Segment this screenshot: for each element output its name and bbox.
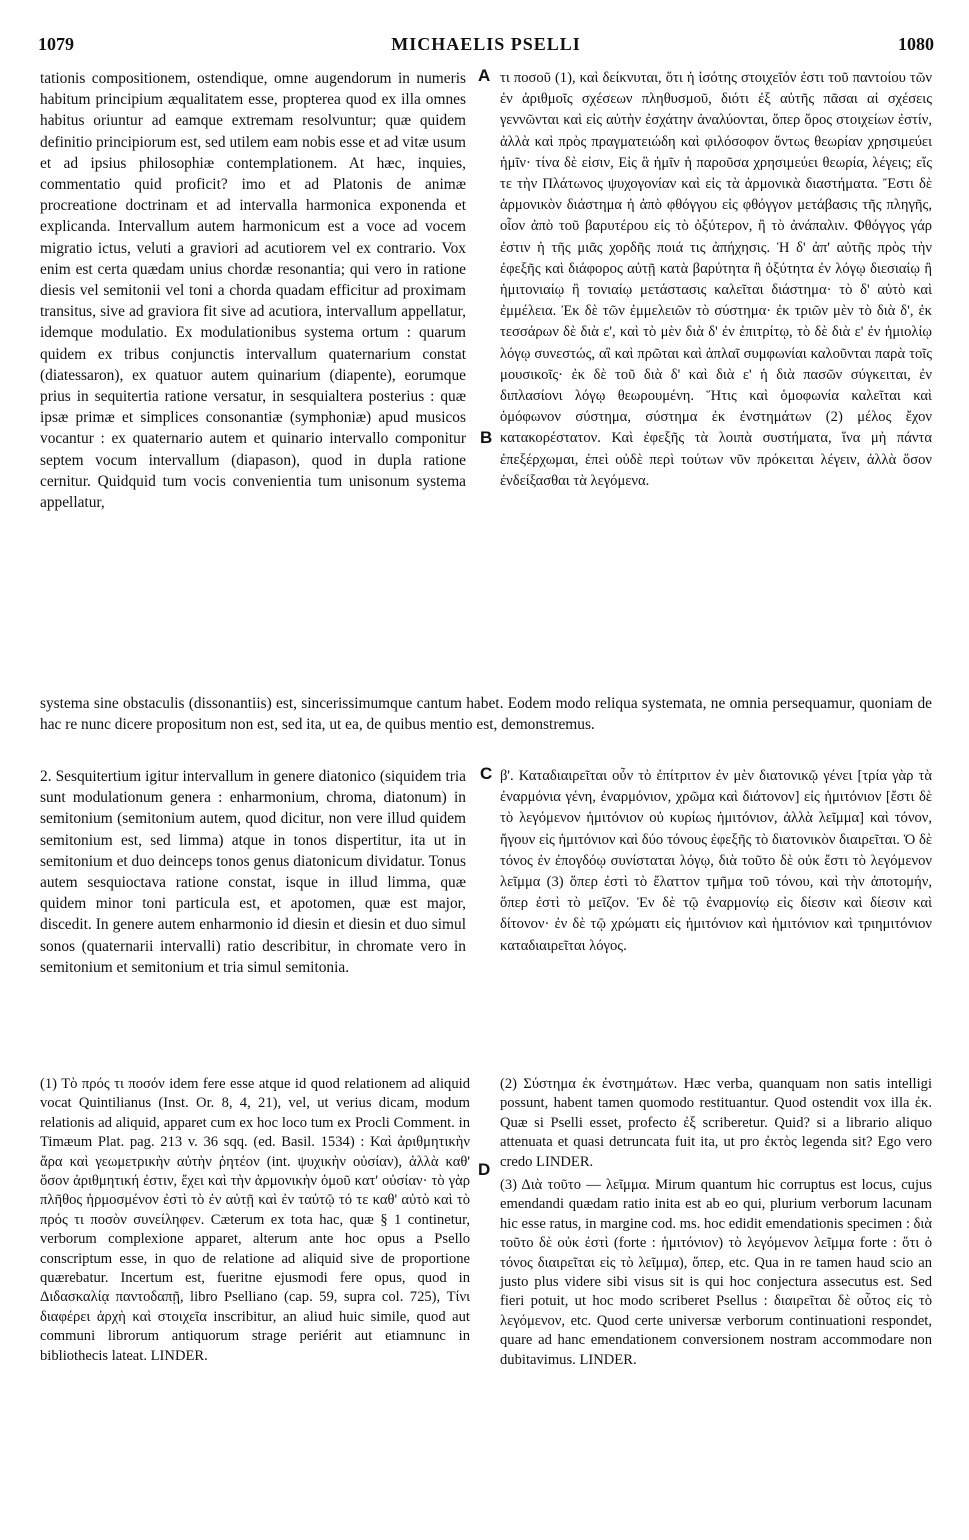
- margin-marker-a: A: [478, 66, 491, 85]
- running-title: MICHAELIS PSELLI: [391, 34, 581, 54]
- greek-column-section-1: τι ποσοῦ (1), καὶ δείκνυται, ὅτι ἡ ἰσότης στοιχεῖόν ἐστι τοῦ παντοίου τῶν ἐν ἀριθμοῖς σχέσεων πληθυσμοῦ, διότι ἐξ αὐτῆς πᾶσαι αἱ σχέσεις γεννῶνται καὶ εἰς αὐτὴν ἐσχάτην ἀναλύονται, ὅπερ ὅρος στοιχείων ἐστίν, ἀλλὰ καὶ πρὸς πραγματειώδη καὶ φιλόσοφον ὄντως θεωρίαν χρησιμεύει ἡμῖν· τίνα δὲ εἰσιν, Εἰς ἃ ἡμῖν ἡ παροῦσα χρησιμεύει θεωρία, λέγεις; εἴς τε τὴν Πλάτωνος ψυχογονίαν καὶ εἰς τὰ ἁρμονικὰ διαστήματα. Ἔστι δὲ ἁρμονικὸν διάστημα ἡ ἀπὸ φθόγγου εἰς φθόγγον μετάβασις τῆς πληγῆς, οἷον ἀπὸ τοῦ βαρυτέρου εἰς τὸ ὀξύτερον, ἢ τὸ ἀνάπαλιν. Φθόγγος γάρ ἐστιν ἡ τῆς μιᾶς χορδῆς ποιά τις ἀπήχησις. Ἡ δ' ἀπ' αὐτῆς πρὸς τὴν ἐφεξῆς καὶ διάφορος αὐτῇ κατὰ βαρύτητα ἢ ὀξύτητα ἐν λόγῳ διεσιαίῳ ἢ ἡμιτονιαίῳ ἢ τονιαίῳ μετάστασις καλεῖται διάστημα· τὸ δ' αὐτὸ καὶ ἐμμέλεια. Ἐκ δὲ τῶν ἐμμελειῶν τὸ σύστημα· ἐκ τριῶν μὲν τὸ διὰ δ', ἐκ τεσσάρων δὲ διὰ ε', καὶ τὸ μὲν διὰ δ' ἐν ἐπιτρίτῳ, τὸ δὲ διὰ ε' ἐν ἡμιολίῳ λόγῳ συνεστώς, αἳ καὶ πρῶται καὶ ἁπλαῖ συμφωνίαι καλοῦνται παρὰ τοῖς μουσικοῖς· ἐκ δὲ τοῦ διὰ δ' καὶ διὰ ε' ἡ διὰ πασῶν σύγκειται, ἐν διπλασίονι λόγῳ θεωρουμένη. Ἥτις καὶ ὁμοφωνία καλεῖται καὶ ὁμόφωνον σύστημα, σύστημα ἐκ ἐνστημάτων (2) μέλος ἔχον κατακορέστατον. Καὶ ἐφεξῆς τὰ λοιπὰ συστήματα, ἵνα μὴ πάντα ἐπεξέρχωμαι, ἐπεὶ οὐδὲ περὶ τούτων νῦν πρόκειται λέγειν, ἀλλὰ ὅσον ἐνδείξασθαι τὰ λεγόμενα.: [500, 70, 932, 489]
- margin-marker-d: D: [478, 1160, 491, 1179]
- footnote-1: (1) Τὸ πρός τι ποσόν idem fere esse atque id quod relationem ad aliquid vocat Quintilianus (Inst. Or. 8, 4, 21), vel, ut verius dicam, modum relationis ad aliquid, apparet cum ex hoc loco tum ex Procli Comment. in Timæum Plat. pag. 213 v. 36 sqq. (ed. Basil. 1534) : Καὶ ἀριθμητικὴν ἄρα καὶ γεωμετρικὴν αὐτὴν ῥητέον (int. ψυχικὴν οὐσίαν), ἀλλὰ καθ' ὅσον ἀριθμητική ἐστιν, ἔχει καὶ τὴν ἁρμονικὴν ὁμοῦ κατ' οὐσίαν· τὸ γὰρ πλῆθος ἡρμοσμένον ἐστὶ τὸ ἐν αὐτῇ καὶ ἐν ταὐτῷ τό τε καθ' αὑτὸ καὶ τὸ πρός τι ποσὸν συνείληφεν. Cæterum ex tota hac, quæ § 1 continetur, verborum complexione apparet, alterum ante hoc opus a Psello conscriptum esse, in quo de relatione ad aliquid sive de proportione quærebatur. Incertum est, fueritne ejusmodi fere opus, quod in Διδασκαλίᾳ παντοδαπῇ, libro Pselliano (cap. 59, supra col. 725), Τίνι διαφέρει ἀρχὴ καὶ στοιχεῖα inscribitur, an aliud huic simile, quod aut communi librorum antiquorum strage periérit aut etiamnunc in bibliothecis lateat. LINDER.: [40, 1076, 470, 1364]
- margin-marker-b: B: [480, 428, 493, 447]
- latin-column-section-1: tationis compositionem, ostendique, omne augendorum in numeris habitum principium æqualitatem esse, propterea quod ex illa omnes habitus oriuntur ad eamque extremam resolvuntur; quæ quidem definitio principiorum est, sed utilem eam nobis esse et ad vitæ usum et ad ipsius philosophiæ contemplationem. At hæc, inquies, commentatio quid proficit? imo et ad Platonis de animæ procreatione doctrinam et ad intervalla harmonica exponenda et explicanda. Intervallum autem harmonicum est a voce ad vocem migratio ictus, veluti a graviori ad acutiorem vel ex contrario. Vox enim est certa quædam unius chordæ resonantia; qui vero in ratione diesis vel semitonii vel toni a chorda quadam efficitur ad proximam transitus, sive ad graviora fit sive ad acutiora, intervallum appellatur, idemque modulatio. Ex modulationibus systema ortum : quarum quidem ex tribus conjunctis intervallum quaternarium constat (diatessaron), ex quatuor autem quinarium (diapente), eorumque prius in sequitertia ratione versatur, in sesquialtera posterius : quæ ipsæ primæ et simplices consonantiæ (symphoniæ) apud musicos vocantur : ex quaternario autem et quinario intervallo componitur septem vocum intervallum (diapason), quod in dupla ratione cernitur. Quidquid tum vocis convenientia tum unisonum systema appellatur,: [40, 70, 466, 512]
- footnote-3: (3) Διὰ τοῦτο — λεῖμμα. Mirum quantum hic corruptus est locus, cujus emendandi quædam ratio inita est ab eo qui, plurium verborum lacunam hic esse ratus, in margine cod. ms. hoc edidit emendationis specimen : διὰ τοῦτο δὲ οὐκ ἐστὶ (forte : ἡμιτόνιον) τὸ λεγόμενον λεῖμμα forte : ὅτι ὁ τόνος διαιρεῖται εἰς τὸ λεῖμμα), ὅπερ, etc. Qua in re tamen haud scio an justo plus videre sibi visus sit is qui hoc conjectura assecutus est. Sed fieri potuit, ut hoc modo scriberet Psellus : διαιρεῖται δὲ οὗτος εἰς τὸ λεγόμενον, etc. Quod certe universæ verborum continuationi respondet, quare ad hanc emendationem conversionem nostram accommodare non dubitavimus. LINDER.: [500, 1177, 932, 1368]
- page-header: [38, 34, 934, 60]
- margin-marker-c: C: [480, 764, 493, 783]
- latin-continuation: systema sine obstaculis (dissonantiis) est, sincerissimumque cantum habet. Eodem modo reliqua systemata, ne omnia persequamur, quoniam de hac re nunc dicere propositum non est, sed ita, ut ea, de quibus mentio est, demonstremus.: [40, 695, 932, 734]
- footnote-2: (2) Σύστημα ἐκ ἐνστημάτων. Hæc verba, quanquam non satis intelligi possunt, habent tamen quomodo restituantur. Quod ostendit vox illa ἐκ. Quæ si Pselli esset, profecto ἐξ scriberetur. Quid? si a librario aliquo attenuata et quasi detruncata fuit ita, ut pro ἐκτὸς legenda sit? Ego vero credo LINDER.: [500, 1076, 932, 1170]
- greek-column-section-2: β'. Καταδιαιρεῖται οὖν τὸ ἐπίτριτον ἐν μὲν διατονικῷ γένει [τρία γὰρ τὰ ἐναρμόνια γένη, ἐναρμόνιον, χρῶμα καὶ διάτονον] εἰς ἡμιτόνιον [ἔστι δὲ τὸ λεγόμενον ἡμιτόνιον οὐ κυρίως ἡμιτόνιον, ἀλλὰ λεῖμμα] καὶ τόνον, ἤγουν εἰς ἡμιτόνιον καὶ δύο τόνους ἐφεξῆς τὸ διατονικὸν διαιρεῖται. Ὁ δὲ τόνος ἐν ἐπογδόῳ συνίσταται λόγῳ, διὰ τοῦτο δὲ οὐκ ἔστι τὸ λεγόμενον λεῖμμα (3) ὅπερ ἐστὶ τὸ ἔλαττον τμῆμα τοῦ τόνου, καὶ τὴν ἀποτομήν, ὅπερ ἐστὶ τὸ μεῖζον. Ἐν δὲ τῷ ἐναρμονίῳ εἰς δίεσιν καὶ δίεσιν καὶ δίτονον· ἐν δὲ τῷ χρώματι εἰς ἡμιτόνιον καὶ ἡμιτόνιον καὶ τριημιτόνιον καταδιαιρεῖται λόγος.: [500, 768, 932, 954]
- footnotes-left: [40, 1075, 470, 1366]
- footnotes-right: [500, 1075, 932, 1370]
- latin-column-section-2: 2. Sesquitertium igitur intervallum in genere diatonico (siquidem tria sunt modulationum genera : enharmonium, chroma, diatonum) in semitonium (semitonium autem, quod dicitur, non vere illud quidem semitonium est, sed limma) atque in tonos dispertitur, ita ut in semitonium et duo deinceps tonos genus diatonicum dividatur. Tonus autem sesquioctava ratione constat, isque in illud limma, quæ quidem minor toni particula est, et apotomen, quæ est major, discedit. In genere autem enharmonio id diesin et diesin et duo simul sonos (quaternarii intervalli) ratio describitur, in chromate vero in semitonium et semitonium et tria simul semitonia.: [40, 768, 466, 976]
- left-page-number: 1079: [38, 34, 74, 54]
- right-page-number: 1080: [898, 34, 934, 54]
